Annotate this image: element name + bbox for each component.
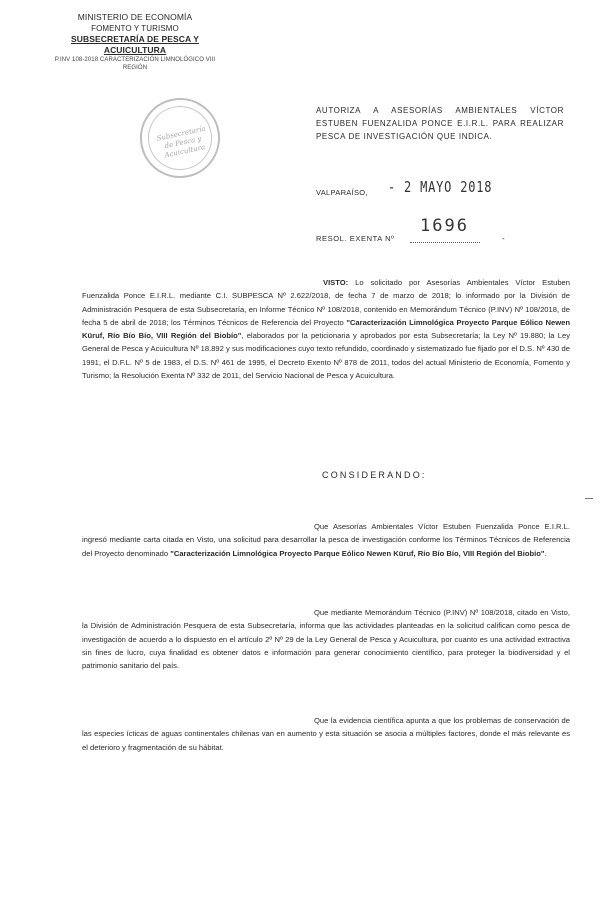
- letterhead: [40, 12, 230, 72]
- visto-paragraph: [82, 276, 570, 382]
- resolution-dash: -: [502, 234, 505, 243]
- subsecretariat-name: SUBSECRETARÍA DE PESCA Y ACUICULTURA: [70, 34, 200, 55]
- resolution-label: RESOL. EXENTA Nº: [316, 234, 395, 243]
- margin-mark: [585, 498, 593, 502]
- resolution-subject: AUTORIZA A ASESORÍAS AMBIENTALES VÍCTOR ESTUBEN FUENZALIDA PONCE E.I.R.L. PARA REALIZAR PESCA DE INVESTIGACIÓN QUE INDICA.: [316, 106, 564, 141]
- considerando-paragraph-3: Que la evidencia científica apunta a que los problemas de conservación de las especies ícticas de aguas continentales chilenas van en aumento y esta situación se asocia a múltiples factores, donde el más relevante es el deterioro y fragmentación de su hábitat.: [82, 716, 570, 752]
- considerando-paragraph-2: Que mediante Memorándum Técnico (P.INV) Nº 108/2018, citado en Visto, la División de Administración Pesquera de esta Subsecretaría, informa que las actividades planteadas en la solicitud califican como pesca de investigación de acuerdo a lo dispuesto en el artículo 2º Nº 29 de la Ley General de Pesca y Acuicultura, por cuanto es una actividad extractiva sin fines de lucro, cuya finalidad es obtener datos e información para generar conocimiento científico, para proteger la biodiversidad y el patrimonio sanitario del país.: [82, 608, 570, 671]
- file-reference: P.INV 108-2018 CARACTERIZACIÓN LIMNOLÓGICO VIII: [54, 57, 216, 63]
- handwritten-date: - 2 MAYO 2018: [388, 178, 493, 196]
- visto-text-1: Lo solicitado por Asesorías Ambientales Víctor Estuben Fuenzalida Ponce E.I.R.L. mediante C.I. SUBPESCA Nº 2.622/2018, de fecha 7 de marzo de 2018; lo informado por la División de Administración Pesquera de esta Subsecretaría, en Informe Técnico Nº 108/2018, contenido en Memorándum Técnico (P.INV) Nº 108/2018, de fecha 5 de abril de 2018; los Términos Técnicos de Referencia del Proyecto: [82, 278, 570, 327]
- city-label: VALPARAÍSO,: [316, 188, 368, 197]
- visto-label: VISTO:: [323, 278, 349, 287]
- considerando-1-text: Que Asesorías Ambientales Víctor Estuben Fuenzalida Ponce E.I.R.L. ingresó mediante carta citada en Visto, una solicitud para desarrollar la pesca de investigación conforme los Términos Técnicos de Referencia del Proyecto denominado: [82, 522, 570, 558]
- resolution-underline: [410, 242, 480, 243]
- considerando-paragraph-1: [82, 520, 570, 560]
- file-reference-region: REGIÓN: [122, 65, 148, 71]
- resolution-number-line: [316, 216, 576, 246]
- considerando-1-end: .: [544, 548, 547, 558]
- visto-project-title: "Caracterización Limnológica Proyecto Parque Eólico Newen Küruf, Río Bío Bío, VIII Región del Biobío": [82, 317, 570, 341]
- ministry-subtitle: FOMENTO Y TURISMO: [91, 24, 179, 33]
- ministry-name: MINISTERIO DE ECONOMÍA: [77, 12, 193, 22]
- date-line: [316, 178, 576, 202]
- visto-text-2: , elaborados por la peticionaria y aprobados por esta Subsecretaría; la Ley Nº 19.880; la Ley General de Pesca y Acuicultura Nº 18.892 y sus modificaciones cuyo texto refundido, coordinado y sistematizado fue fijado por el D.S. Nº 430 de 1991, el D.F.L. Nº 5 de 1983, el D.S. Nº 461 de 1995, el Decreto Exento Nº 878 de 2011, todos del actual Ministerio de Economía, Fomento y Turismo; la Resolución Exenta Nº 332 de 2011, del Servicio Nacional de Pesca y Acuicultura.: [82, 331, 570, 381]
- official-seal-stamp: [133, 91, 228, 186]
- resolution-number: 1696: [420, 216, 469, 236]
- seal-caption: Subsecretaría de Pesca y Acuicultura: [155, 124, 207, 160]
- considerando-heading: CONSIDERANDO:: [322, 470, 427, 480]
- considerando-1-project-title: "Caracterización Limnológica Proyecto Parque Eólico Newen Küruf, Río Bío Bío, VIII Región del Biobío": [170, 548, 545, 558]
